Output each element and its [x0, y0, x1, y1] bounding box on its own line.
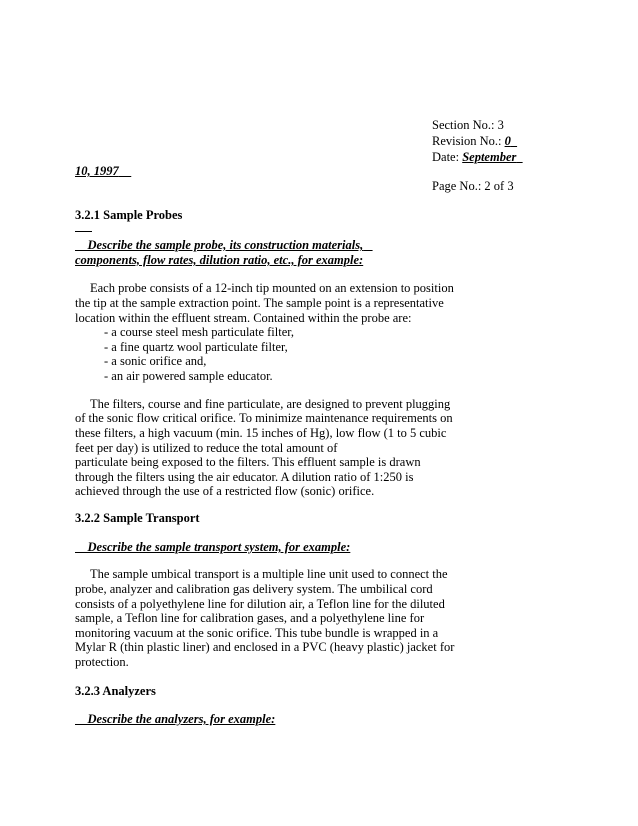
section-322-para-line: Mylar R (thin plastic liner) and enclosed in a PVC (heavy plastic) jacket for — [75, 640, 455, 654]
section-322-para-line: probe, analyzer and calibration gas delivery system. The umbilical cord — [75, 582, 433, 596]
header-date: Date: September — [432, 150, 517, 164]
header-revision-value: 0 — [504, 134, 511, 148]
section-heading-323: 3.2.3 Analyzers — [75, 684, 156, 698]
section-321-para2-line: achieved through the use of a restricted flow (sonic) orifice. — [75, 484, 375, 498]
header-date-value: September — [462, 150, 517, 164]
section-321-para2-line: through the filters using the air educator. A dilution ratio of 1:250 is — [75, 470, 414, 484]
section-321-para2-line: these filters, a high vacuum (min. 15 inches of Hg), low flow (1 to 5 cubic — [75, 426, 447, 440]
section-321-prompt-1: Describe the sample probe, its construction materials, — [87, 238, 364, 252]
section-321-list-item: - a sonic orifice and, — [104, 354, 207, 368]
section-321-prompt-2: components, flow rates, dilution ratio, etc., for example: — [75, 253, 364, 267]
section-321-para1-line: the tip at the sample extraction point. The sample point is a representative — [75, 296, 444, 310]
header-date-continued: 10, 1997 — [75, 164, 119, 178]
section-322-para-line: monitoring vacuum at the sonic orifice. This tube bundle is wrapped in a — [75, 626, 439, 640]
section-heading-322: 3.2.2 Sample Transport — [75, 511, 200, 525]
section-321-para1-line: Each probe consists of a 12-inch tip mounted on an extension to position — [90, 281, 454, 295]
section-321-para2-line: feet per day) is utilized to reduce the total amount of — [75, 441, 338, 455]
section-321-list-item: - a fine quartz wool particulate filter, — [104, 340, 288, 354]
section-321-para2-line: The filters, course and fine particulate, are designed to prevent plugging — [90, 397, 451, 411]
heading-rule — [75, 231, 92, 232]
section-321-para1-line: location within the effluent stream. Contained within the probe are: — [75, 311, 412, 325]
section-321-para2-line: particulate being exposed to the filters. This effluent sample is drawn — [75, 455, 421, 469]
section-heading-321: 3.2.1 Sample Probes — [75, 208, 183, 222]
section-321-para2-line: of the sonic flow critical orifice. To minimize maintenance requirements on — [75, 411, 453, 425]
section-322-para-line: sample, a Teflon line for calibration gases, and a polyethylene line for — [75, 611, 425, 625]
section-322-prompt: Describe the sample transport system, for example: — [87, 540, 351, 554]
section-322-para-line: protection. — [75, 655, 129, 669]
section-323-prompt: Describe the analyzers, for example: — [87, 712, 276, 726]
header-section: Section No.: 3 — [432, 118, 504, 132]
section-322-para-line: consists of a polyethylene line for dilution air, a Teflon line for the diluted — [75, 597, 445, 611]
section-321-list-item: - an air powered sample educator. — [104, 369, 273, 383]
header-page: Page No.: 2 of 3 — [432, 179, 514, 193]
header-revision: Revision No.: 0 — [432, 134, 511, 148]
section-321-list-item: - a course steel mesh particulate filter, — [104, 325, 295, 339]
section-322-para-line: The sample umbical transport is a multiple line unit used to connect the — [90, 567, 448, 581]
